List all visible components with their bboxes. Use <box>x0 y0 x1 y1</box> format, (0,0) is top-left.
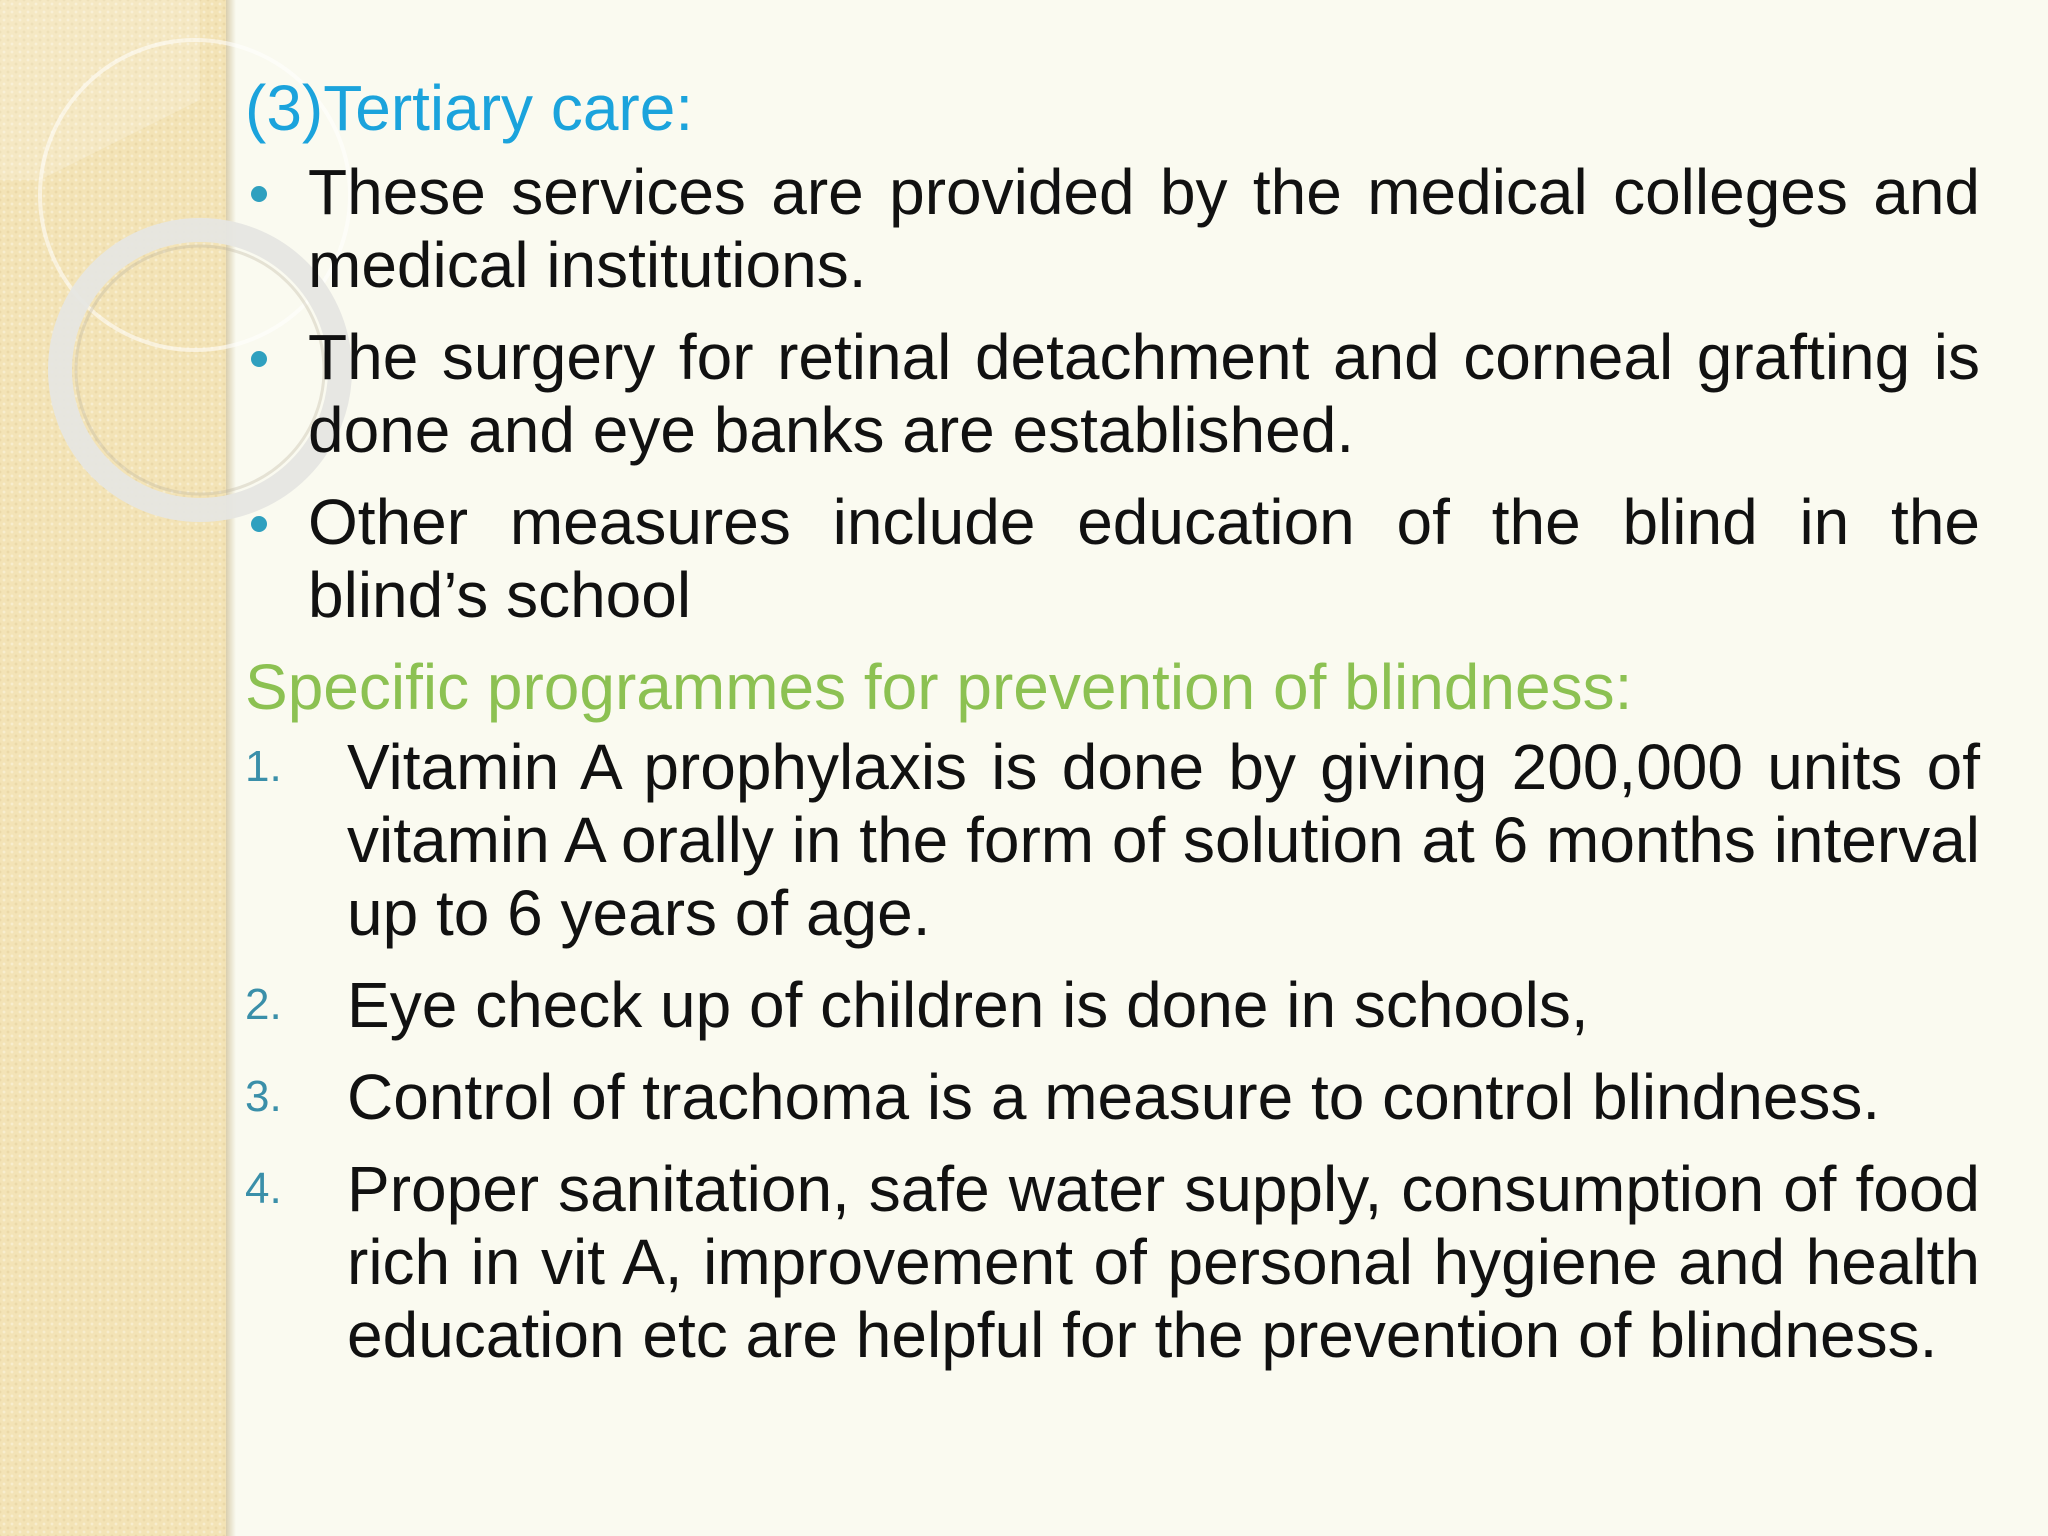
bullet-icon <box>251 516 267 532</box>
numbered-item <box>245 731 1980 950</box>
item-number: 1. <box>245 742 282 791</box>
bullet-item <box>245 321 1980 467</box>
bullet-text: Other measures include education of the blind in the blind’s school <box>308 486 1980 631</box>
bullet-text: These services are provided by the medical colleges and medical institutions. <box>308 156 1980 301</box>
bullet-text: The surgery for retinal detachment and corneal grafting is done and eye banks are established. <box>308 321 1980 466</box>
numbered-item <box>245 1061 1980 1134</box>
item-text: Proper sanitation, safe water supply, consumption of food rich in vit A, improvement of personal hygiene and health education etc are helpful for the prevention of blindness. <box>347 1153 1980 1371</box>
bullet-icon <box>251 351 267 367</box>
decorative-panel-highlight <box>0 0 200 180</box>
programmes-heading: Specific programmes for prevention of blindness: <box>245 651 1633 723</box>
item-number: 2. <box>245 980 282 1029</box>
item-text: Eye check up of children is done in schools, <box>347 969 1589 1041</box>
bullet-item <box>245 156 1980 302</box>
item-number: 3. <box>245 1072 282 1121</box>
slide-content <box>245 72 1980 1391</box>
item-number: 4. <box>245 1164 282 1213</box>
tertiary-care-heading: (3)Tertiary care: <box>245 72 694 144</box>
numbered-item <box>245 969 1980 1042</box>
item-text: Vitamin A prophylaxis is done by giving 200,000 units of vitamin A orally in the form of solution at 6 months interval up to 6 years of age. <box>347 731 1980 949</box>
item-text: Control of trachoma is a measure to control blindness. <box>347 1061 1881 1133</box>
bullet-icon <box>251 186 267 202</box>
numbered-item <box>245 1153 1980 1372</box>
bullet-item <box>245 486 1980 632</box>
